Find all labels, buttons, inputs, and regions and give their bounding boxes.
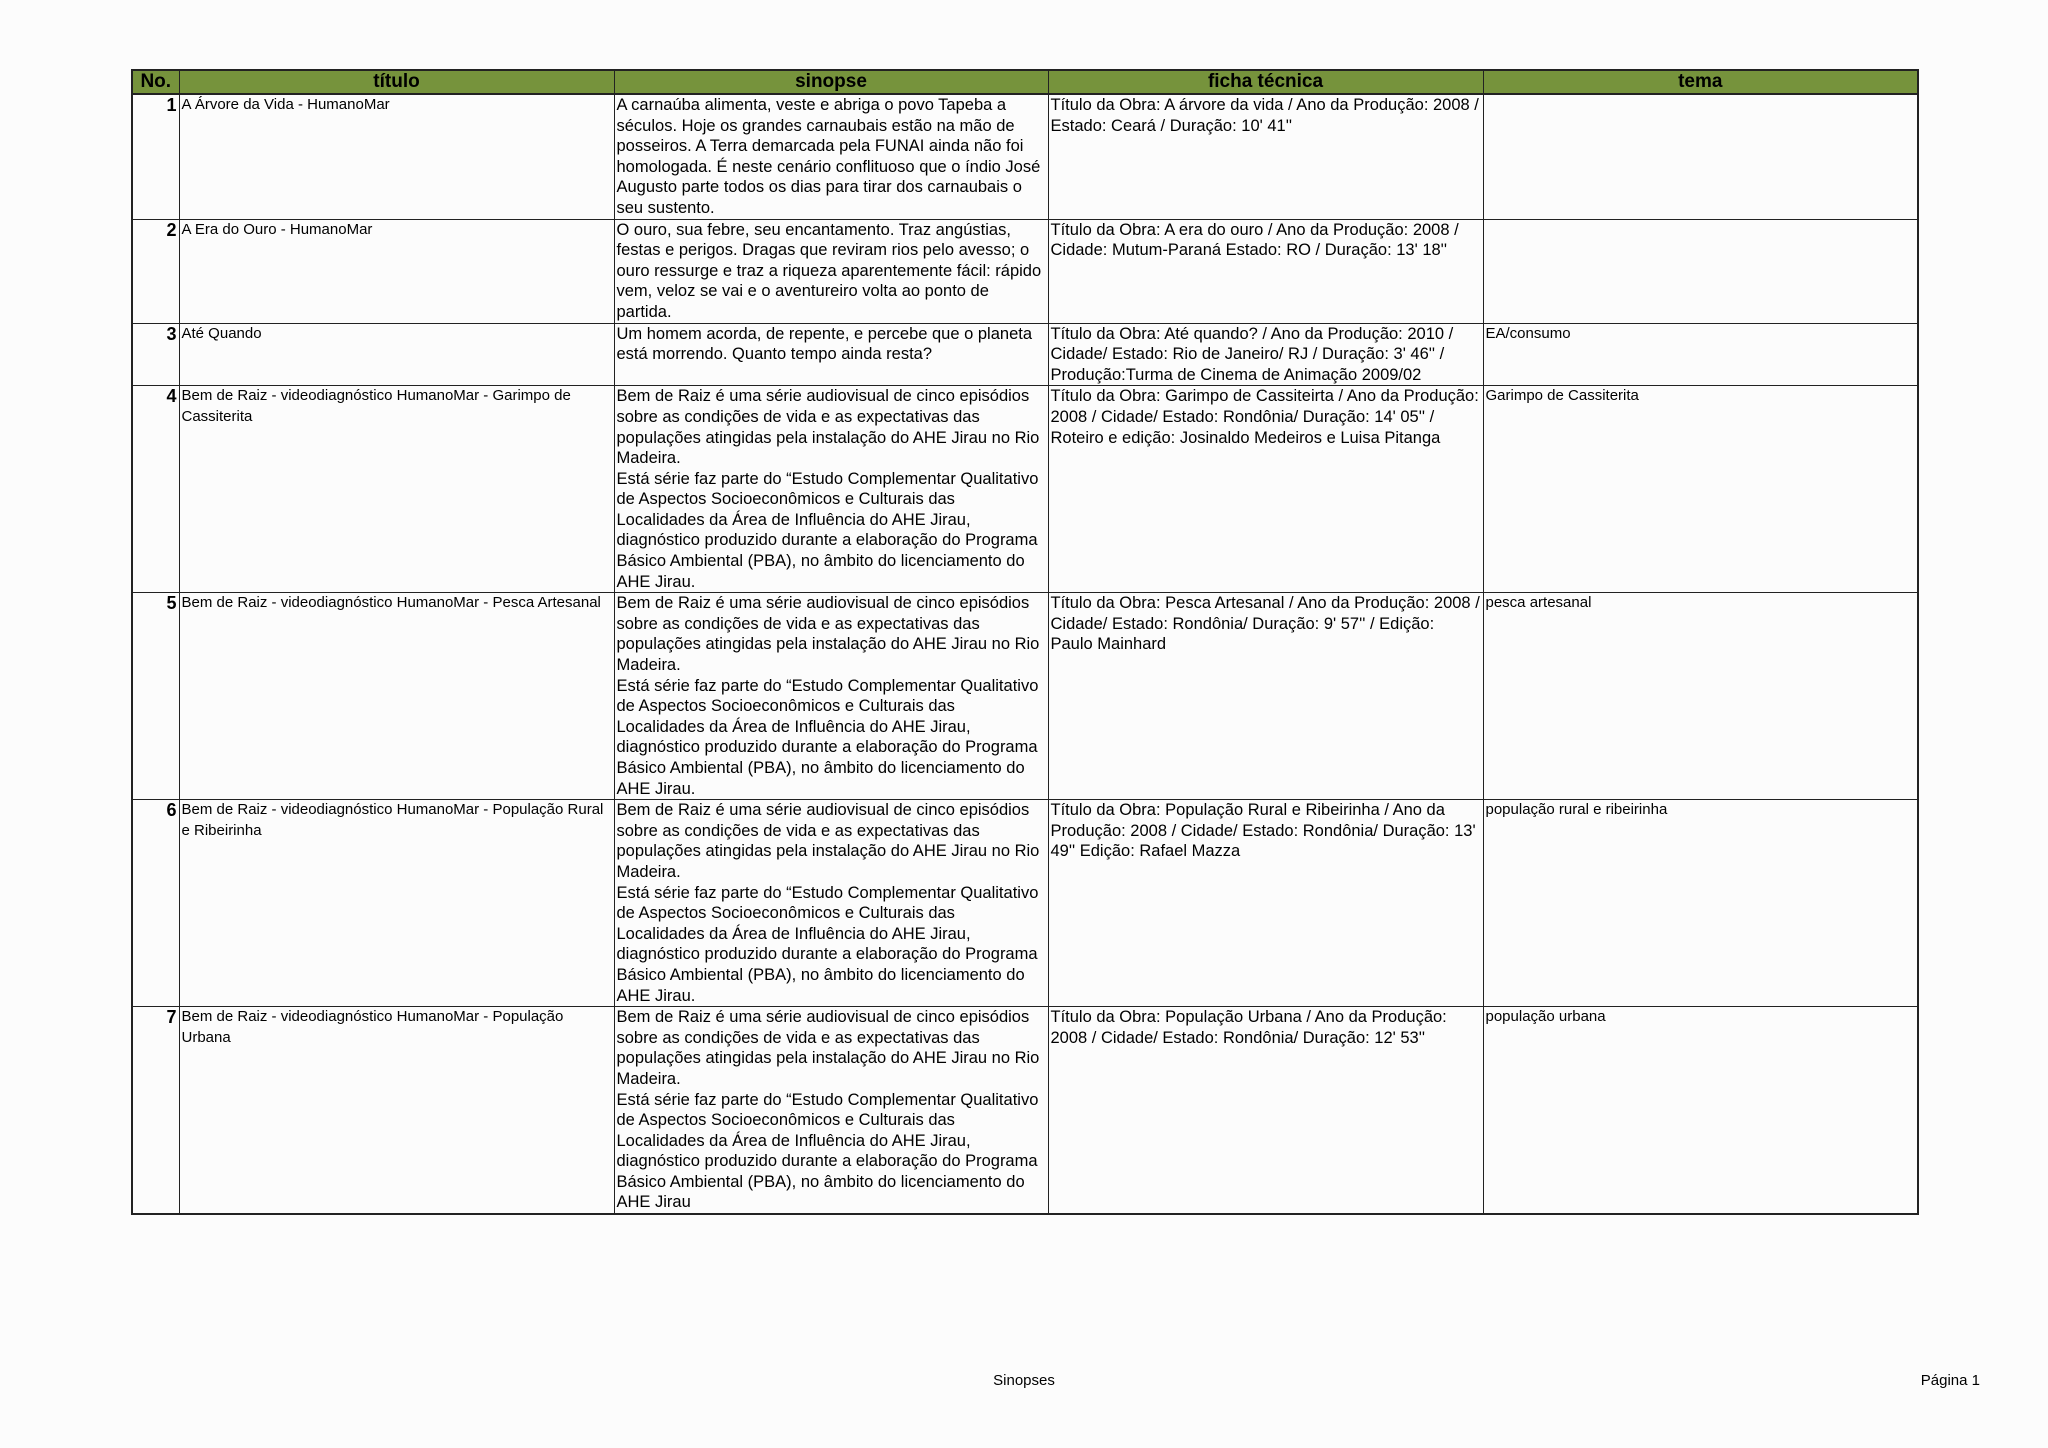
- synopsis-table: [131, 69, 1919, 1215]
- row-number: 3: [132, 323, 179, 386]
- row-titulo: Bem de Raiz - videodiagnóstico HumanoMar - População Rural e Ribeirinha: [179, 800, 614, 1007]
- row-titulo: A Árvore da Vida - HumanoMar: [179, 94, 614, 219]
- header-ficha-tecnica: ficha técnica: [1048, 70, 1483, 94]
- header-no: No.: [132, 70, 179, 94]
- header-sinopse: sinopse: [614, 70, 1048, 94]
- footer-page-number: Página 1: [1920, 1372, 1980, 1389]
- row-sinopse: A carnaúba alimenta, veste e abriga o povo Tapeba a séculos. Hoje os grandes carnaubais estão na mão de posseiros. A Terra demarcada pela FUNAI ainda não foi homologada. É neste cenário conflituoso que o índio José Augusto parte todos os dias para tirar dos carnaubais o seu sustento.: [614, 94, 1048, 219]
- row-ficha-tecnica: Título da Obra: População Rural e Ribeirinha / Ano da Produção: 2008 / Cidade/ Estado: Rondônia/ Duração: 13' 49'' Edição: Rafael Mazza: [1048, 800, 1483, 1007]
- table-row: [132, 386, 1918, 593]
- header-row: [132, 70, 1918, 94]
- row-number: 5: [132, 593, 179, 800]
- row-number: 4: [132, 386, 179, 593]
- row-number: 2: [132, 219, 179, 323]
- row-tema: população urbana: [1483, 1007, 1918, 1214]
- row-ficha-tecnica: Título da Obra: Até quando? / Ano da Produção: 2010 / Cidade/ Estado: Rio de Janeiro/ RJ / Duração: 3' 46'' / Produção:Turma de Cinema de Animação 2009/02: [1048, 323, 1483, 386]
- row-sinopse: Bem de Raiz é uma série audiovisual de cinco episódios sobre as condições de vida e as expectativas das populações atingidas pela instalação do AHE Jirau no Rio Madeira. Está série faz parte do “Estudo Complementar Qualitativo de Aspectos Socioeconômicos e Culturais das Localidades da Área de Influência do AHE Jirau, diagnóstico produzido durante a elaboração do Programa Básico Ambiental (PBA), no âmbito do licenciamento do AHE Jirau: [614, 1007, 1048, 1214]
- table-row: [132, 94, 1918, 219]
- row-sinopse: Bem de Raiz é uma série audiovisual de cinco episódios sobre as condições de vida e as expectativas das populações atingidas pela instalação do AHE Jirau no Rio Madeira. Está série faz parte do “Estudo Complementar Qualitativo de Aspectos Socioeconômicos e Culturais das Localidades da Área de Influência do AHE Jirau, diagnóstico produzido durante a elaboração do Programa Básico Ambiental (PBA), no âmbito do licenciamento do AHE Jirau.: [614, 386, 1048, 593]
- row-ficha-tecnica: Título da Obra: A árvore da vida / Ano da Produção: 2008 / Estado: Ceará / Duração: 10' 41'': [1048, 94, 1483, 219]
- row-ficha-tecnica: Título da Obra: Pesca Artesanal / Ano da Produção: 2008 / Cidade/ Estado: Rondônia/ Duração: 9' 57'' / Edição: Paulo Mainhard: [1048, 593, 1483, 800]
- footer-sheet-name: Sinopses: [993, 1372, 1055, 1389]
- row-sinopse: Um homem acorda, de repente, e percebe que o planeta está morrendo. Quanto tempo ainda resta?: [614, 323, 1048, 386]
- row-tema: EA/consumo: [1483, 323, 1918, 386]
- table-row: [132, 593, 1918, 800]
- row-titulo: Bem de Raiz - videodiagnóstico HumanoMar - Garimpo de Cassiterita: [179, 386, 614, 593]
- row-tema: população rural e ribeirinha: [1483, 800, 1918, 1007]
- row-sinopse: Bem de Raiz é uma série audiovisual de cinco episódios sobre as condições de vida e as expectativas das populações atingidas pela instalação do AHE Jirau no Rio Madeira. Está série faz parte do “Estudo Complementar Qualitativo de Aspectos Socioeconômicos e Culturais das Localidades da Área de Influência do AHE Jirau, diagnóstico produzido durante a elaboração do Programa Básico Ambiental (PBA), no âmbito do licenciamento do AHE Jirau.: [614, 800, 1048, 1007]
- header-tema: tema: [1483, 70, 1918, 94]
- row-sinopse: Bem de Raiz é uma série audiovisual de cinco episódios sobre as condições de vida e as expectativas das populações atingidas pela instalação do AHE Jirau no Rio Madeira. Está série faz parte do “Estudo Complementar Qualitativo de Aspectos Socioeconômicos e Culturais das Localidades da Área de Influência do AHE Jirau, diagnóstico produzido durante a elaboração do Programa Básico Ambiental (PBA), no âmbito do licenciamento do AHE Jirau.: [614, 593, 1048, 800]
- row-tema: pesca artesanal: [1483, 593, 1918, 800]
- row-number: 1: [132, 94, 179, 219]
- table-row: [132, 219, 1918, 323]
- row-tema: [1483, 219, 1918, 323]
- row-titulo: A Era do Ouro - HumanoMar: [179, 219, 614, 323]
- row-tema: [1483, 94, 1918, 219]
- row-titulo: Até Quando: [179, 323, 614, 386]
- header-titulo: título: [179, 70, 614, 94]
- row-sinopse: O ouro, sua febre, seu encantamento. Traz angústias, festas e perigos. Dragas que reviram rios pelo avesso; o ouro ressurge e traz a riqueza aparentemente fácil: rápido vem, veloz se vai e o aventureiro volta ao ponto de partida.: [614, 219, 1048, 323]
- row-number: 7: [132, 1007, 179, 1214]
- row-ficha-tecnica: Título da Obra: Garimpo de Cassiteirta / Ano da Produção: 2008 / Cidade/ Estado: Rondônia/ Duração: 14' 05'' / Roteiro e edição: Josinaldo Medeiros e Luisa Pitanga: [1048, 386, 1483, 593]
- row-titulo: Bem de Raiz - videodiagnóstico HumanoMar - Pesca Artesanal: [179, 593, 614, 800]
- row-ficha-tecnica: Título da Obra: A era do ouro / Ano da Produção: 2008 / Cidade: Mutum-Paraná Estado: RO / Duração: 13' 18'': [1048, 219, 1483, 323]
- row-tema: Garimpo de Cassiterita: [1483, 386, 1918, 593]
- table-row: [132, 323, 1918, 386]
- row-ficha-tecnica: Título da Obra: População Urbana / Ano da Produção: 2008 / Cidade/ Estado: Rondônia/ Duração: 12' 53'': [1048, 1007, 1483, 1214]
- row-number: 6: [132, 800, 179, 1007]
- table-row: [132, 1007, 1918, 1214]
- table-row: [132, 800, 1918, 1007]
- row-titulo: Bem de Raiz - videodiagnóstico HumanoMar - População Urbana: [179, 1007, 614, 1214]
